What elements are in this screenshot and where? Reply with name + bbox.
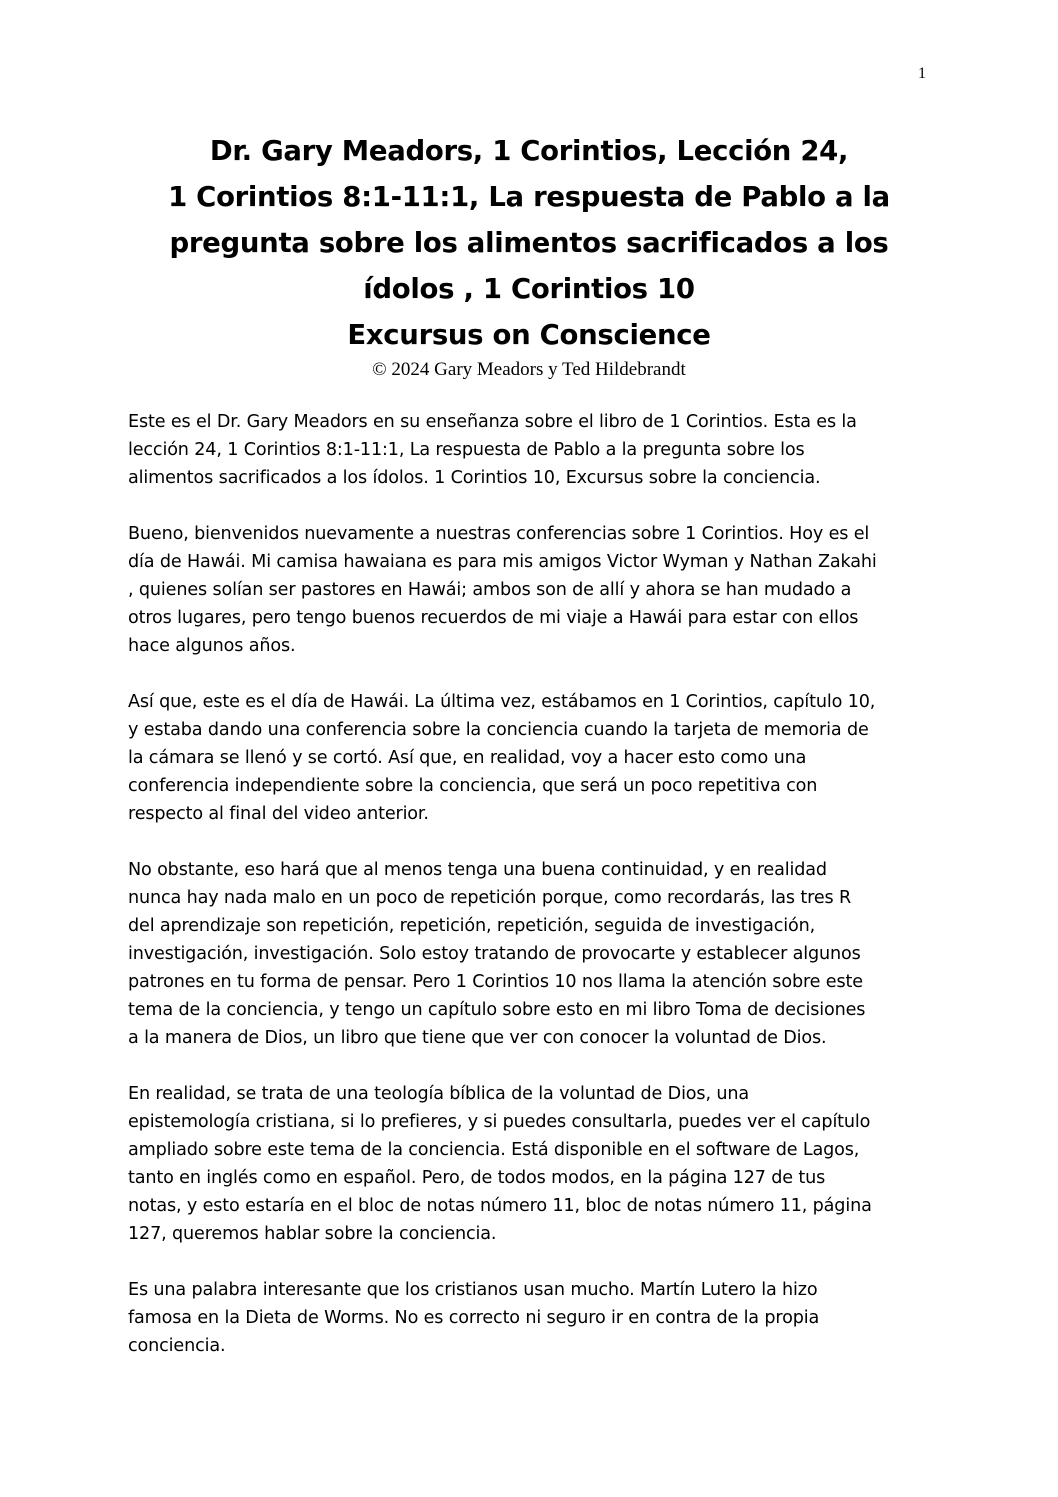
- text-line: día de Hawái. Mi camisa hawaiana es para mis amigos Victor Wyman y Nathan Zakahi: [128, 552, 877, 572]
- text-line: y estaba dando una conferencia sobre la conciencia cuando la tarjeta de memoria de: [128, 720, 869, 740]
- text-line: nunca hay nada malo en un poco de repetición porque, como recordarás, las tres R: [128, 888, 852, 908]
- document-title: [100, 128, 958, 358]
- text-line: la cámara se llenó y se cortó. Así que, en realidad, voy a hacer esto como una: [128, 748, 807, 768]
- title-line: Dr. Gary Meadors, 1 Corintios, Lección 24,: [209, 135, 849, 167]
- title-line: pregunta sobre los alimentos sacrificados a los: [169, 227, 889, 259]
- text-line: No obstante, eso hará que al menos tenga una buena continuidad, y en realidad: [128, 860, 827, 880]
- text-line: patrones en tu forma de pensar. Pero 1 Corintios 10 nos llama la atención sobre este: [128, 972, 863, 992]
- title-line: Excursus on Conscience: [347, 319, 711, 351]
- text-line: En realidad, se trata de una teología bíblica de la voluntad de Dios, una: [128, 1084, 749, 1104]
- text-line: otros lugares, pero tengo buenos recuerdos de mi viaje a Hawái para estar con ellos: [128, 608, 859, 628]
- paragraph: [128, 1276, 943, 1360]
- text-line: Así que, este es el día de Hawái. La última vez, estábamos en 1 Corintios, capítulo 10,: [128, 692, 876, 712]
- page-number: 1: [918, 65, 926, 82]
- paragraph: [128, 856, 943, 1052]
- copyright-notice: © 2024 Gary Meadors y Ted Hildebrandt: [372, 359, 686, 380]
- paragraph: [128, 1080, 943, 1248]
- title-line: ídolos , 1 Corintios 10: [363, 273, 695, 305]
- text-line: conciencia.: [128, 1336, 226, 1356]
- text-line: 127, queremos hablar sobre la conciencia.: [128, 1224, 497, 1244]
- paragraph: [128, 520, 943, 660]
- text-line: famosa en la Dieta de Worms. No es correcto ni seguro ir en contra de la propia: [128, 1308, 820, 1328]
- text-line: lección 24, 1 Corintios 8:1-11:1, La respuesta de Pablo a la pregunta sobre los: [128, 440, 805, 460]
- text-line: tema de la conciencia, y tengo un capítulo sobre esto en mi libro Toma de decisiones: [128, 1000, 866, 1020]
- text-line: alimentos sacrificados a los ídolos. 1 Corintios 10, Excursus sobre la conciencia.: [128, 468, 821, 488]
- paragraph: [128, 408, 943, 492]
- text-line: conferencia independiente sobre la conciencia, que será un poco repetitiva con: [128, 776, 818, 796]
- text-line: Este es el Dr. Gary Meadors en su enseñanza sobre el libro de 1 Corintios. Esta es la: [128, 412, 857, 432]
- title-line: 1 Corintios 8:1-11:1, La respuesta de Pablo a la: [168, 181, 890, 213]
- text-line: tanto en inglés como en español. Pero, de todos modos, en la página 127 de tus: [128, 1168, 826, 1188]
- text-line: epistemología cristiana, si lo prefieres, y si puedes consultarla, puedes ver el capítulo: [128, 1112, 871, 1132]
- text-line: , quienes solían ser pastores en Hawái; ambos son de allí y ahora se han mudado a: [128, 580, 852, 600]
- text-line: a la manera de Dios, un libro que tiene que ver con conocer la voluntad de Dios.: [128, 1028, 827, 1048]
- text-line: hace algunos años.: [128, 636, 296, 656]
- text-line: Es una palabra interesante que los cristianos usan mucho. Martín Lutero la hizo: [128, 1280, 818, 1300]
- text-line: Bueno, bienvenidos nuevamente a nuestras conferencias sobre 1 Corintios. Hoy es el: [128, 524, 870, 544]
- text-line: ampliado sobre este tema de la conciencia. Está disponible en el software de Lagos,: [128, 1140, 860, 1160]
- body-text: [128, 408, 943, 1388]
- text-line: respecto al final del video anterior.: [128, 804, 429, 824]
- text-line: notas, y esto estaría en el bloc de notas número 11, bloc de notas número 11, página: [128, 1196, 872, 1216]
- text-line: del aprendizaje son repetición, repetición, repetición, seguida de investigación,: [128, 916, 816, 936]
- text-line: investigación, investigación. Solo estoy tratando de provocarte y establecer algunos: [128, 944, 861, 964]
- paragraph: [128, 688, 943, 828]
